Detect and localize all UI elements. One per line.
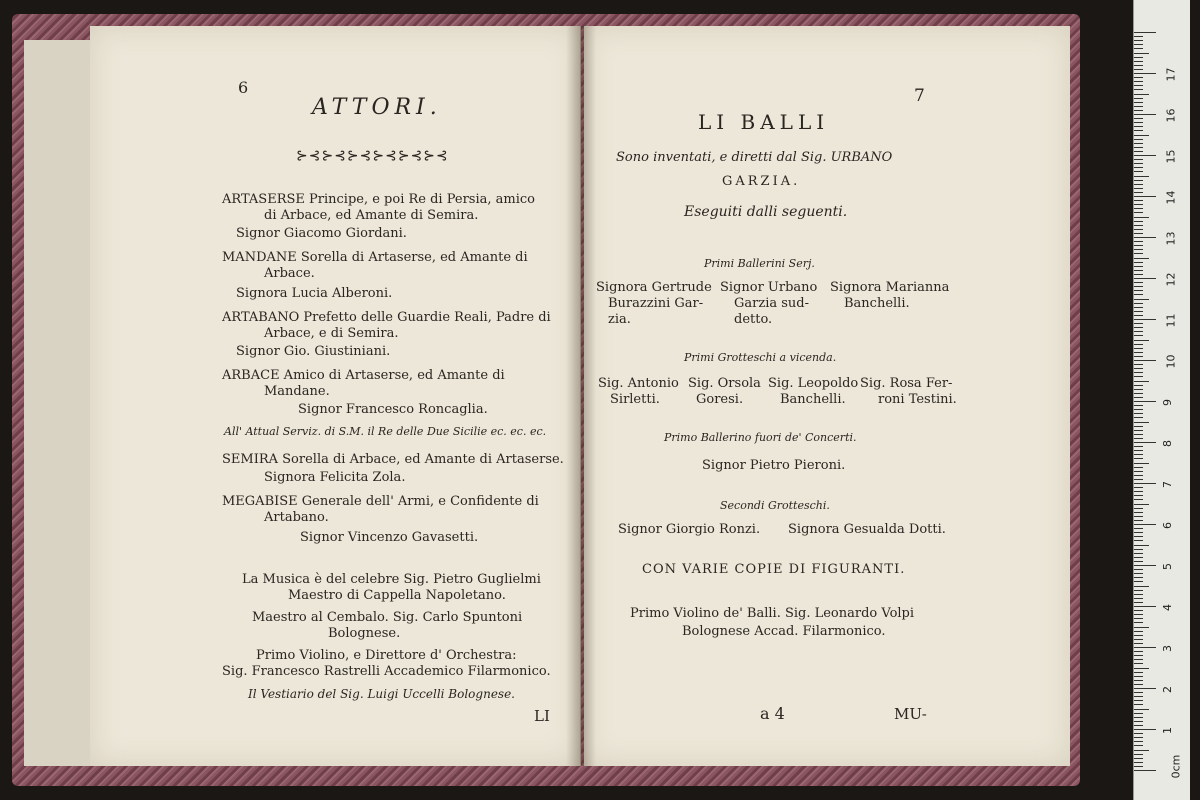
ruler-tick	[1134, 130, 1143, 131]
dancer-name: Signor Pietro Pieroni.	[702, 458, 846, 473]
ruler-tick	[1134, 438, 1143, 439]
cast-line: SEMIRA Sorella di Arbace, ed Amante di Artaserse.	[222, 452, 564, 467]
ruler-tick	[1134, 463, 1149, 464]
ruler-tick	[1134, 356, 1143, 357]
ruler-tick	[1134, 98, 1143, 99]
ruler-tick	[1134, 512, 1143, 513]
ruler-tick	[1134, 53, 1149, 54]
ruler-tick	[1134, 286, 1143, 287]
ruler-tick	[1134, 713, 1143, 714]
cast-line: di Arbace, ed Amante di Semira.	[264, 208, 479, 223]
ruler-tick	[1134, 430, 1143, 431]
dancer-name: detto.	[734, 312, 773, 327]
ruler-tick	[1134, 44, 1143, 45]
ruler-tick	[1134, 413, 1143, 414]
signature-mark: LI	[534, 707, 550, 725]
ruler-tick	[1134, 725, 1143, 726]
ruler-tick	[1134, 77, 1143, 78]
dancer-name: Sig. Orsola	[688, 376, 761, 391]
ruler-tick	[1134, 549, 1143, 550]
ruler-tick	[1134, 126, 1143, 127]
ruler-tick	[1134, 586, 1149, 587]
ruler-tick	[1134, 655, 1143, 656]
cast-line: ARTASERSE Principe, e poi Re di Persia, amico	[222, 192, 535, 207]
ruler-tick	[1134, 479, 1143, 480]
ruler-tick	[1134, 401, 1156, 402]
dancer-name: Banchelli.	[780, 392, 846, 407]
cast-line: Artabano.	[264, 510, 329, 525]
ruler-tick	[1134, 467, 1143, 468]
cast-line: MEGABISE Generale dell' Armi, e Confidente di	[222, 494, 539, 509]
ruler-tick	[1134, 762, 1143, 763]
ruler-tick	[1134, 262, 1143, 263]
ruler-tick	[1134, 598, 1143, 599]
ruler-tick	[1134, 184, 1143, 185]
ruler-tick	[1134, 217, 1149, 218]
cast-line: Arbace.	[264, 266, 315, 281]
ruler-tick	[1134, 471, 1143, 472]
cast-line: ARTABANO Prefetto delle Guardie Reali, Padre di	[222, 310, 551, 325]
ruler-tick	[1134, 155, 1156, 156]
ruler-tick	[1134, 553, 1143, 554]
cast-line: Signora Felicita Zola.	[264, 470, 406, 485]
ruler-tick	[1134, 557, 1143, 558]
credit-line: Bolognese Accad. Filarmonico.	[682, 624, 886, 639]
dancer-name: Sig. Antonio	[598, 376, 679, 391]
ruler-tick	[1134, 208, 1143, 209]
ruler-tick	[1134, 741, 1143, 742]
ruler-label: 8	[1161, 440, 1174, 447]
credit-line: Bolognese.	[328, 626, 401, 641]
ruler-label: 16	[1164, 108, 1178, 123]
ruler-tick	[1134, 417, 1143, 418]
ruler-tick	[1134, 639, 1143, 640]
ruler-tick	[1134, 139, 1143, 140]
ruler-tick	[1134, 196, 1156, 197]
ruler-tick	[1134, 348, 1143, 349]
ruler-tick	[1134, 577, 1143, 578]
ruler-tick	[1134, 61, 1143, 62]
ruler-tick	[1134, 676, 1143, 677]
ruler-tick	[1134, 73, 1156, 74]
ruler-tick	[1134, 122, 1143, 123]
ruler-tick	[1134, 622, 1143, 623]
ruler-tick	[1134, 397, 1143, 398]
ruler-tick	[1134, 48, 1143, 49]
cast-line: ARBACE Amico di Artaserse, ed Amante di	[222, 368, 505, 383]
ruler-tick	[1134, 422, 1149, 423]
section-heading: Primi Grotteschi a vicenda.	[684, 351, 837, 364]
ruler-label: 9	[1161, 399, 1174, 406]
ruler-tick	[1134, 319, 1156, 320]
ruler-tick	[1134, 233, 1143, 234]
right-page	[584, 26, 1070, 766]
ruler-tick	[1134, 766, 1143, 767]
ruler-tick	[1134, 770, 1156, 771]
ruler-tick	[1134, 221, 1143, 222]
ruler-tick	[1134, 754, 1143, 755]
dancer-name: Garzia sud-	[734, 296, 809, 311]
ruler-tick	[1134, 602, 1143, 603]
ruler-tick	[1134, 536, 1143, 537]
ruler-tick	[1134, 590, 1143, 591]
ruler-label: 3	[1161, 645, 1174, 652]
ruler-tick	[1134, 360, 1156, 361]
page-number: 6	[238, 78, 249, 97]
ruler-tick	[1134, 204, 1143, 205]
ballet-line: GARZIA.	[722, 174, 801, 189]
ruler-tick	[1134, 594, 1143, 595]
ruler-tick	[1134, 311, 1143, 312]
ruler-tick	[1134, 89, 1143, 90]
ruler-tick	[1134, 368, 1143, 369]
ruler-tick	[1134, 278, 1156, 279]
ruler-label: 17	[1164, 67, 1178, 82]
ruler-tick	[1134, 750, 1149, 751]
ruler-tick	[1134, 737, 1143, 738]
ruler-tick	[1134, 364, 1143, 365]
ruler-tick	[1134, 569, 1143, 570]
ruler-tick	[1134, 643, 1143, 644]
ruler-tick	[1134, 372, 1143, 373]
figurants-line: CON VARIE COPIE DI FIGURANTI.	[642, 562, 906, 577]
ruler-tick	[1134, 426, 1143, 427]
ruler-tick	[1134, 282, 1143, 283]
ruler-tick	[1134, 85, 1143, 86]
credit-line: Primo Violino de' Balli. Sig. Leonardo Volpi	[630, 606, 915, 621]
section-heading: Primi Ballerini Serj.	[704, 257, 815, 270]
ruler-tick	[1134, 299, 1149, 300]
dancer-name: Signora Marianna	[830, 280, 950, 295]
ruler-label: 10	[1164, 354, 1178, 369]
ruler-tick	[1134, 331, 1143, 332]
ruler-tick	[1134, 528, 1143, 529]
ruler-tick	[1134, 188, 1143, 189]
ruler-tick	[1134, 344, 1143, 345]
catchword: MU-	[894, 705, 927, 723]
ruler-label: 1	[1161, 727, 1174, 734]
ruler-tick	[1134, 680, 1143, 681]
ruler-tick	[1134, 516, 1143, 517]
ruler-tick	[1134, 405, 1143, 406]
ruler-tick	[1134, 610, 1143, 611]
ruler-tick	[1134, 409, 1143, 410]
dancer-name: Banchelli.	[844, 296, 910, 311]
measuring-ruler	[1133, 0, 1190, 800]
ruler-tick	[1134, 192, 1143, 193]
ruler-tick	[1134, 733, 1143, 734]
ruler-tick	[1134, 499, 1143, 500]
ruler-tick	[1134, 249, 1143, 250]
ruler-tick	[1134, 176, 1149, 177]
ruler-tick	[1134, 167, 1143, 168]
ruler-tick	[1134, 627, 1149, 628]
ruler-label: 14	[1164, 190, 1178, 205]
ruler-tick	[1134, 171, 1143, 172]
ruler-tick	[1134, 110, 1143, 111]
ruler-tick	[1134, 327, 1143, 328]
dancer-name: roni Testini.	[878, 392, 957, 407]
ruler-tick	[1134, 692, 1143, 693]
ruler-tick	[1134, 376, 1143, 377]
dancer-name: Signora Gertrude	[596, 280, 712, 295]
ruler-tick	[1134, 721, 1143, 722]
ruler-tick	[1134, 69, 1143, 70]
ruler-tick	[1134, 212, 1143, 213]
ruler-label: 6	[1161, 522, 1174, 529]
ruler-label: 15	[1164, 149, 1178, 164]
ruler-label: 2	[1161, 686, 1174, 693]
ruler-tick	[1134, 57, 1143, 58]
ruler-tick	[1134, 151, 1143, 152]
cast-line: Signor Vincenzo Gavasetti.	[300, 530, 479, 545]
dancer-name: Signor Urbano	[720, 280, 818, 295]
ballet-line: Eseguiti dalli seguenti.	[684, 204, 848, 220]
ruler-tick	[1134, 102, 1143, 103]
ruler-tick	[1134, 118, 1143, 119]
ruler-tick	[1134, 253, 1143, 254]
ruler-tick	[1134, 651, 1143, 652]
ruler-tick	[1134, 315, 1143, 316]
ruler-tick	[1134, 266, 1143, 267]
ruler-tick	[1134, 483, 1156, 484]
ruler-tick	[1134, 135, 1149, 136]
ruler-tick	[1134, 393, 1143, 394]
ruler-tick	[1134, 540, 1143, 541]
cast-line: Signora Lucia Alberoni.	[236, 286, 393, 301]
ruler-label: 4	[1161, 604, 1174, 611]
ruler-tick	[1134, 709, 1149, 710]
book-endpaper	[24, 40, 96, 766]
ruler-tick	[1134, 524, 1156, 525]
ruler-tick	[1134, 606, 1156, 607]
ruler-tick	[1134, 163, 1143, 164]
ruler-tick	[1134, 545, 1149, 546]
ruler-tick	[1134, 688, 1156, 689]
ruler-tick	[1134, 442, 1156, 443]
credit-line: Maestro di Cappella Napoletano.	[288, 588, 506, 603]
section-heading: Secondi Grotteschi.	[720, 499, 830, 512]
ruler-tick	[1134, 40, 1143, 41]
dancer-name: Goresi.	[696, 392, 744, 407]
left-page	[90, 26, 581, 766]
ruler-tick	[1134, 454, 1143, 455]
page-title: LI BALLI	[698, 110, 830, 134]
ruler-tick	[1134, 94, 1149, 95]
ruler-tick	[1134, 65, 1143, 66]
ruler-tick	[1134, 458, 1143, 459]
dancer-name: Signora Gesualda Dotti.	[788, 522, 946, 537]
ruler-tick	[1134, 385, 1143, 386]
ruler-tick	[1134, 504, 1149, 505]
ruler-tick	[1134, 495, 1143, 496]
dancer-name: Sig. Rosa Fer-	[860, 376, 953, 391]
ruler-tick	[1134, 631, 1143, 632]
credit-line: Maestro al Cembalo. Sig. Carlo Spuntoni	[252, 610, 523, 625]
ruler-tick	[1134, 520, 1143, 521]
cast-line: Mandane.	[264, 384, 330, 399]
page-number: 7	[914, 86, 925, 106]
ruler-tick	[1134, 696, 1143, 697]
section-heading: Primo Ballerino fuori de' Concerti.	[664, 431, 857, 444]
ruler-tick	[1134, 335, 1143, 336]
ruler-tick	[1134, 229, 1143, 230]
ruler-tick	[1134, 114, 1156, 115]
ruler-tick	[1134, 704, 1143, 705]
dancer-name: Signor Giorgio Ronzi.	[618, 522, 761, 537]
ruler-tick	[1134, 274, 1143, 275]
ruler-tick	[1134, 614, 1143, 615]
ruler-tick	[1134, 647, 1156, 648]
signature-mark: a 4	[760, 704, 785, 723]
book-gutter	[566, 26, 596, 766]
ruler-tick	[1134, 668, 1149, 669]
cast-line: Signor Francesco Roncaglia.	[298, 402, 488, 417]
cast-line: All' Attual Serviz. di S.M. il Re delle Due Sicilie ec. ec. ec.	[224, 425, 547, 438]
ruler-tick	[1134, 323, 1143, 324]
ruler-tick	[1134, 508, 1143, 509]
cast-line: Signor Giacomo Giordani.	[236, 226, 407, 241]
ruler-label: 0cm	[1169, 754, 1183, 779]
cast-line: Arbace, e di Semira.	[264, 326, 399, 341]
ruler-label: 12	[1164, 272, 1178, 287]
ruler-tick	[1134, 381, 1149, 382]
ruler-tick	[1134, 389, 1143, 390]
dancer-name: Burazzini Gar-	[608, 296, 704, 311]
ruler-tick	[1134, 758, 1143, 759]
ruler-tick	[1134, 225, 1143, 226]
ruler-tick	[1134, 450, 1143, 451]
ruler-tick	[1134, 561, 1143, 562]
cast-line: MANDANE Sorella di Artaserse, ed Amante di	[222, 250, 528, 265]
ruler-tick	[1134, 36, 1143, 37]
ruler-tick	[1134, 81, 1143, 82]
ruler-tick	[1134, 684, 1143, 685]
ruler-tick	[1134, 487, 1143, 488]
ruler-tick	[1134, 618, 1143, 619]
ruler-label: 13	[1164, 231, 1178, 246]
ruler-tick	[1134, 307, 1143, 308]
ruler-label: 7	[1161, 481, 1174, 488]
ruler-tick	[1134, 340, 1149, 341]
ruler-tick	[1134, 491, 1143, 492]
credit-line: Il Vestiario del Sig. Luigi Uccelli Bolognese.	[248, 687, 515, 701]
ruler-tick	[1134, 245, 1143, 246]
ruler-tick	[1134, 446, 1143, 447]
ruler-tick	[1134, 106, 1143, 107]
ruler-tick	[1134, 581, 1143, 582]
ruler-tick	[1134, 241, 1143, 242]
ruler-tick	[1134, 717, 1143, 718]
ruler-tick	[1134, 700, 1143, 701]
credit-line: Primo Violino, e Direttore d' Orchestra:	[256, 648, 517, 663]
ruler-tick	[1134, 729, 1156, 730]
cast-line: Signor Gio. Giustiniani.	[236, 344, 391, 359]
ruler-tick	[1134, 32, 1156, 33]
ruler-tick	[1134, 745, 1143, 746]
ruler-tick	[1134, 672, 1143, 673]
ballet-line: Sono inventati, e diretti dal Sig. URBANO	[616, 150, 893, 165]
page-title: ATTORI.	[312, 95, 442, 120]
credit-line: Sig. Francesco Rastrelli Accademico Filarmonico.	[222, 664, 551, 679]
ornament-divider: ⊱⊰⊱⊰⊱⊰⊱⊰⊱⊰⊱⊰	[296, 148, 449, 164]
ruler-tick	[1134, 237, 1156, 238]
ruler-tick	[1134, 659, 1143, 660]
ruler-label: 5	[1161, 563, 1174, 570]
ruler-tick	[1134, 200, 1143, 201]
ruler-tick	[1134, 290, 1143, 291]
ruler-label: 11	[1164, 313, 1178, 328]
dancer-name: Sirletti.	[610, 392, 660, 407]
ruler-tick	[1134, 565, 1156, 566]
ruler-tick	[1134, 303, 1143, 304]
ruler-tick	[1134, 147, 1143, 148]
dancer-name: Sig. Leopoldo	[768, 376, 859, 391]
ruler-tick	[1134, 532, 1143, 533]
ruler-tick	[1134, 159, 1143, 160]
ruler-tick	[1134, 270, 1143, 271]
ruler-tick	[1134, 143, 1143, 144]
ruler-tick	[1134, 573, 1143, 574]
ruler-tick	[1134, 258, 1149, 259]
ruler-tick	[1134, 352, 1143, 353]
ruler-tick	[1134, 663, 1143, 664]
credit-line: La Musica è del celebre Sig. Pietro Guglielmi	[242, 572, 541, 587]
ruler-tick	[1134, 635, 1143, 636]
ruler-tick	[1134, 294, 1143, 295]
dancer-name: zia.	[608, 312, 631, 327]
ruler-tick	[1134, 180, 1143, 181]
ruler-tick	[1134, 434, 1143, 435]
ruler-tick	[1134, 475, 1143, 476]
